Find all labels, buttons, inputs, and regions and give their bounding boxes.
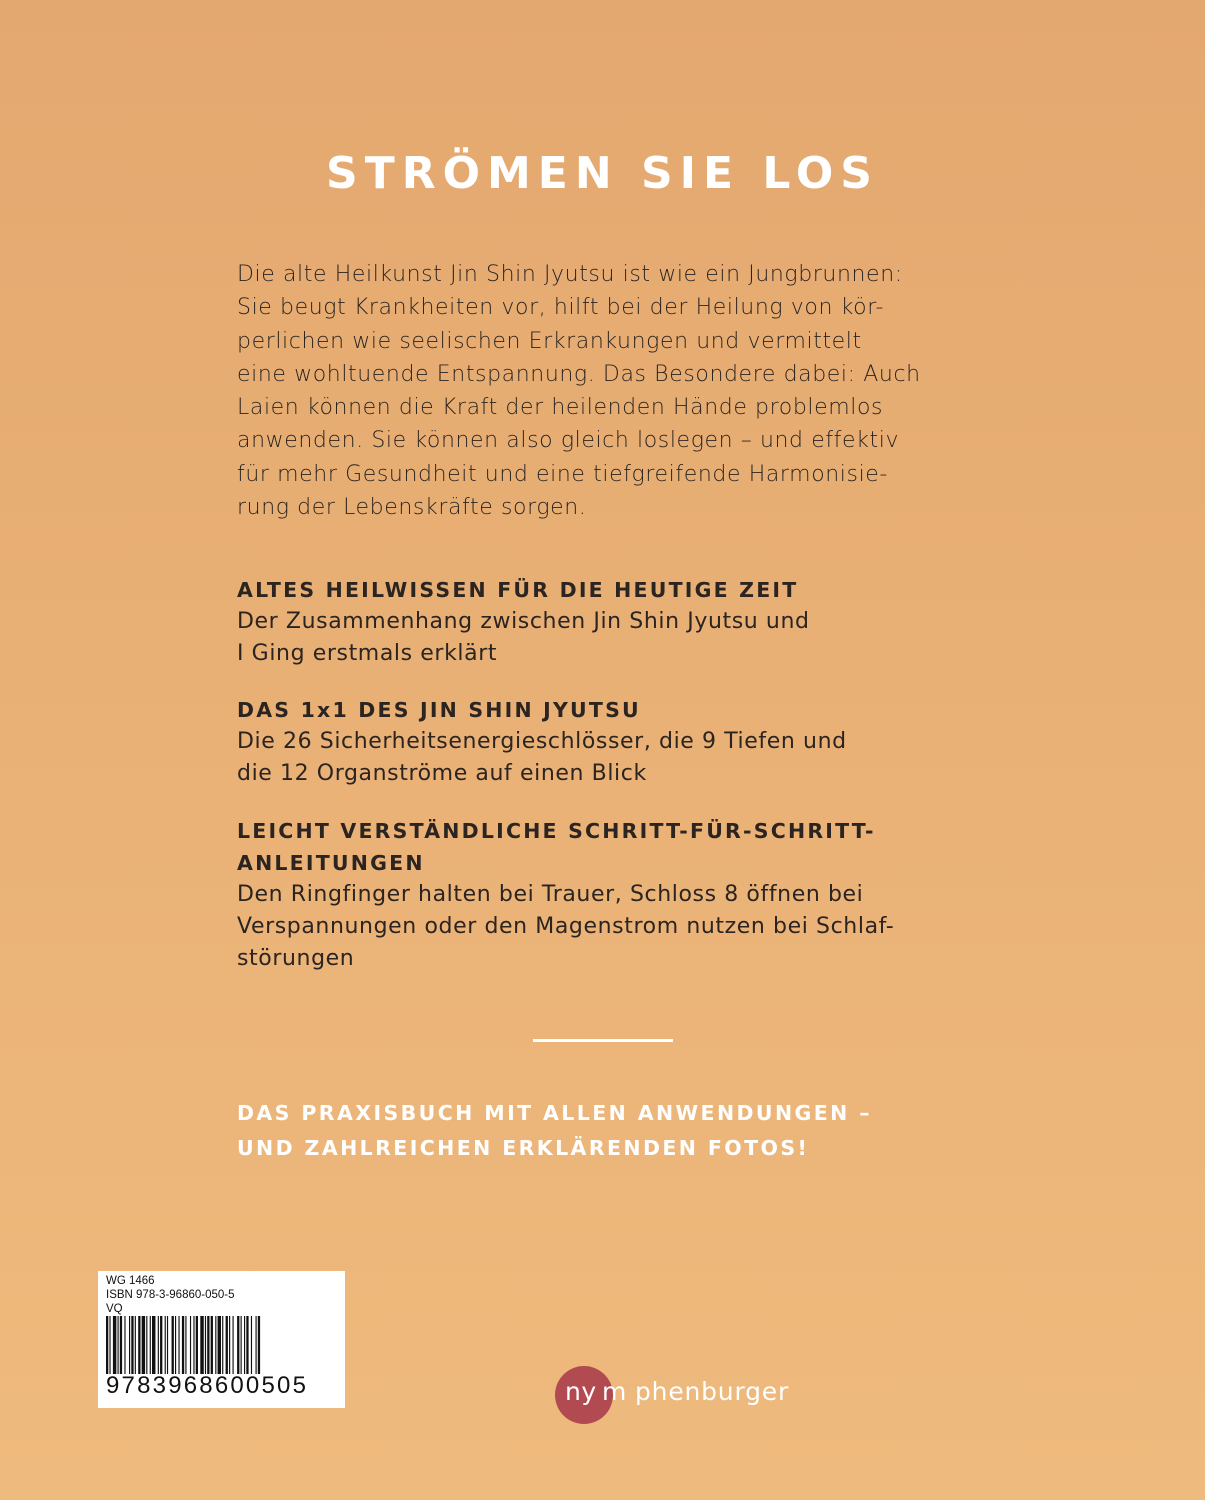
logo-text-rest: phenburger: [635, 1377, 790, 1406]
feature-heading: DAS 1x1 DES JIN SHIN JYUTSU: [237, 698, 641, 722]
barcode-bar: [185, 1316, 186, 1374]
intro-line: für mehr Gesundheit und eine tiefgreifende Harmonisie-: [237, 461, 888, 487]
barcode-bar: [196, 1316, 198, 1374]
barcode-bar: [246, 1316, 248, 1374]
barcode-bar: [241, 1316, 242, 1374]
feature-text: Verspannungen oder den Magenstrom nutzen bei Schlaf-: [237, 914, 895, 939]
feature-heading: ALTES HEILWISSEN FÜR DIE HEUTIGE ZEIT: [237, 578, 799, 602]
feature-text: Den Ringfinger halten bei Trauer, Schloss 8 öffnen bei: [237, 882, 864, 907]
barcode-bar: [165, 1316, 166, 1374]
barcode-bar: [258, 1316, 260, 1374]
logo-text-ny: ny: [565, 1377, 597, 1406]
barcode-bar: [218, 1316, 221, 1374]
back-cover-title: STRÖMEN SIE LOS: [326, 148, 879, 199]
barcode-bar: [256, 1316, 257, 1374]
barcode-bar: [160, 1316, 162, 1374]
divider-line: [533, 1039, 673, 1042]
barcode-bar: [193, 1316, 194, 1374]
barcode-bar: [124, 1316, 125, 1374]
feature-section-anleitungen: [237, 815, 977, 975]
barcode-bar: [131, 1316, 133, 1374]
intro-line: anwenden. Sie können also gleich loslegen – und effektiv: [237, 428, 900, 454]
barcode-bar: [172, 1316, 174, 1374]
feature-heading: ANLEITUNGEN: [237, 851, 425, 875]
barcode-bar: [152, 1316, 155, 1374]
barcode-bar: [205, 1316, 206, 1374]
barcode-bar: [109, 1316, 110, 1374]
barcode-bar: [207, 1316, 209, 1374]
barcode-bar: [215, 1316, 216, 1374]
barcode-bar: [158, 1316, 159, 1374]
barcode-bar: [118, 1316, 119, 1374]
isbn-text: ISBN 978-3-96860-050-5: [106, 1289, 235, 1301]
barcode-bar: [211, 1316, 213, 1374]
intro-line: rung der Lebenskräfte sorgen.: [237, 495, 587, 521]
tagline-line: DAS PRAXISBUCH MIT ALLEN ANWENDUNGEN –: [237, 1101, 872, 1125]
feature-section-heilwissen: [237, 574, 977, 670]
intro-line: Die alte Heilkunst Jin Shin Jyutsu ist wie ein Jungbrunnen:: [237, 262, 903, 287]
barcode-bar: [244, 1316, 245, 1374]
barcode-bar: [113, 1316, 116, 1374]
feature-text: die 12 Organströme auf einen Blick: [237, 761, 647, 786]
barcode-bar: [229, 1316, 230, 1374]
intro-paragraph: [237, 258, 977, 524]
feature-text: Die 26 Sicherheitsenergieschlösser, die 9 Tiefen und: [237, 729, 847, 754]
logo-text-m: m: [602, 1377, 627, 1406]
barcode-bar: [182, 1316, 184, 1374]
intro-line: Laien können die Kraft der heilenden Hände problemlos: [237, 395, 884, 421]
tagline-line: UND ZAHLREICHEN ERKLÄRENDEN FOTOS!: [237, 1136, 810, 1160]
barcode-bar: [146, 1316, 147, 1374]
barcode-bar: [150, 1316, 151, 1374]
barcode-bar: [142, 1316, 145, 1374]
intro-line: perlichen wie seelischen Erkrankungen und vermittelt: [237, 328, 862, 354]
tagline: [237, 1096, 997, 1166]
barcode-icon: [106, 1316, 338, 1374]
barcode-bar: [190, 1316, 191, 1374]
publisher-logo: [555, 1366, 855, 1426]
barcode-bar: [120, 1316, 122, 1374]
barcode-digits: 9783968600505: [106, 1372, 309, 1399]
feature-text: störungen: [237, 946, 355, 971]
barcode-bar: [237, 1316, 239, 1374]
feature-text: Der Zusammenhang zwischen Jin Shin Jyutsu und: [237, 609, 810, 634]
barcode-bar: [222, 1316, 223, 1374]
barcode-bar: [138, 1316, 140, 1374]
barcode-bar: [233, 1316, 234, 1374]
barcode-label: [98, 1271, 345, 1408]
barcode-bar: [175, 1316, 176, 1374]
barcode-bar: [251, 1316, 252, 1374]
warengruppe-text: WG 1466: [106, 1275, 155, 1287]
barcode-bar: [106, 1316, 108, 1374]
intro-line: eine wohltuende Entspannung. Das Besondere dabei: Auch: [237, 361, 921, 387]
barcode-bar: [135, 1316, 136, 1374]
feature-text: I Ging erstmals erklärt: [237, 641, 498, 666]
barcode-bar: [178, 1316, 179, 1374]
feature-heading: LEICHT VERSTÄNDLICHE SCHRITT-FÜR-SCHRITT-: [237, 819, 876, 843]
barcode-bar: [200, 1316, 203, 1374]
barcode-bar: [167, 1316, 168, 1374]
code-text: VQ: [106, 1303, 123, 1315]
feature-section-1x1: [237, 694, 977, 790]
barcode-bar: [226, 1316, 228, 1374]
intro-line: Sie beugt Krankheiten vor, hilft bei der Heilung von kör-: [237, 295, 884, 321]
barcode-bar: [129, 1316, 130, 1374]
